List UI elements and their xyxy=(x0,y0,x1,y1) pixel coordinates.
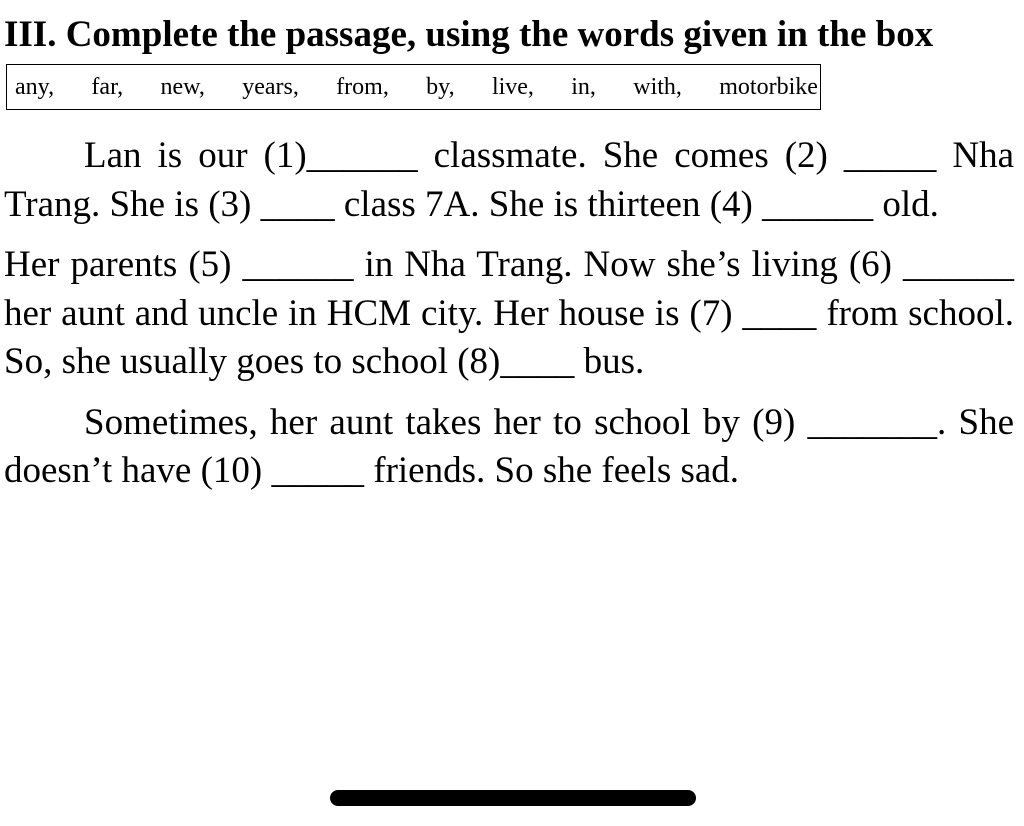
exercise-heading: III. Complete the passage, using the words given in the box xyxy=(4,14,934,55)
word-box-item: far, xyxy=(91,73,124,100)
word-box-item: years, xyxy=(242,73,299,100)
home-indicator[interactable] xyxy=(330,790,696,806)
word-box-item: new, xyxy=(160,73,205,100)
word-box-item: in, xyxy=(571,73,596,100)
word-box-item: live, xyxy=(491,73,534,100)
passage-paragraph: Lan is our (1)______ classmate. She comes (2) _____ Nha Trang. She is (3) ____ class 7A. She is thirteen (4) ______ old. xyxy=(4,135,1014,225)
word-box-item: with, xyxy=(633,73,682,100)
passage-paragraph: Sometimes, her aunt takes her to school by (9) _______. She doesn’t have (10) _____ friends. So she feels sad. xyxy=(4,401,1014,491)
word-box-item: motorbike xyxy=(719,73,818,100)
word-box xyxy=(6,64,821,110)
word-box-item: by, xyxy=(426,73,455,100)
passage-paragraph: Her parents (5) ______ in Nha Trang. Now she’s living (6) ______ her aunt and uncle in HCM city. Her house is (7) ____ from school. So, she usually goes to school (8)____ bus. xyxy=(4,244,1014,382)
worksheet xyxy=(4,12,1014,496)
word-box-item: from, xyxy=(336,73,389,100)
word-box-item: any, xyxy=(15,73,55,100)
